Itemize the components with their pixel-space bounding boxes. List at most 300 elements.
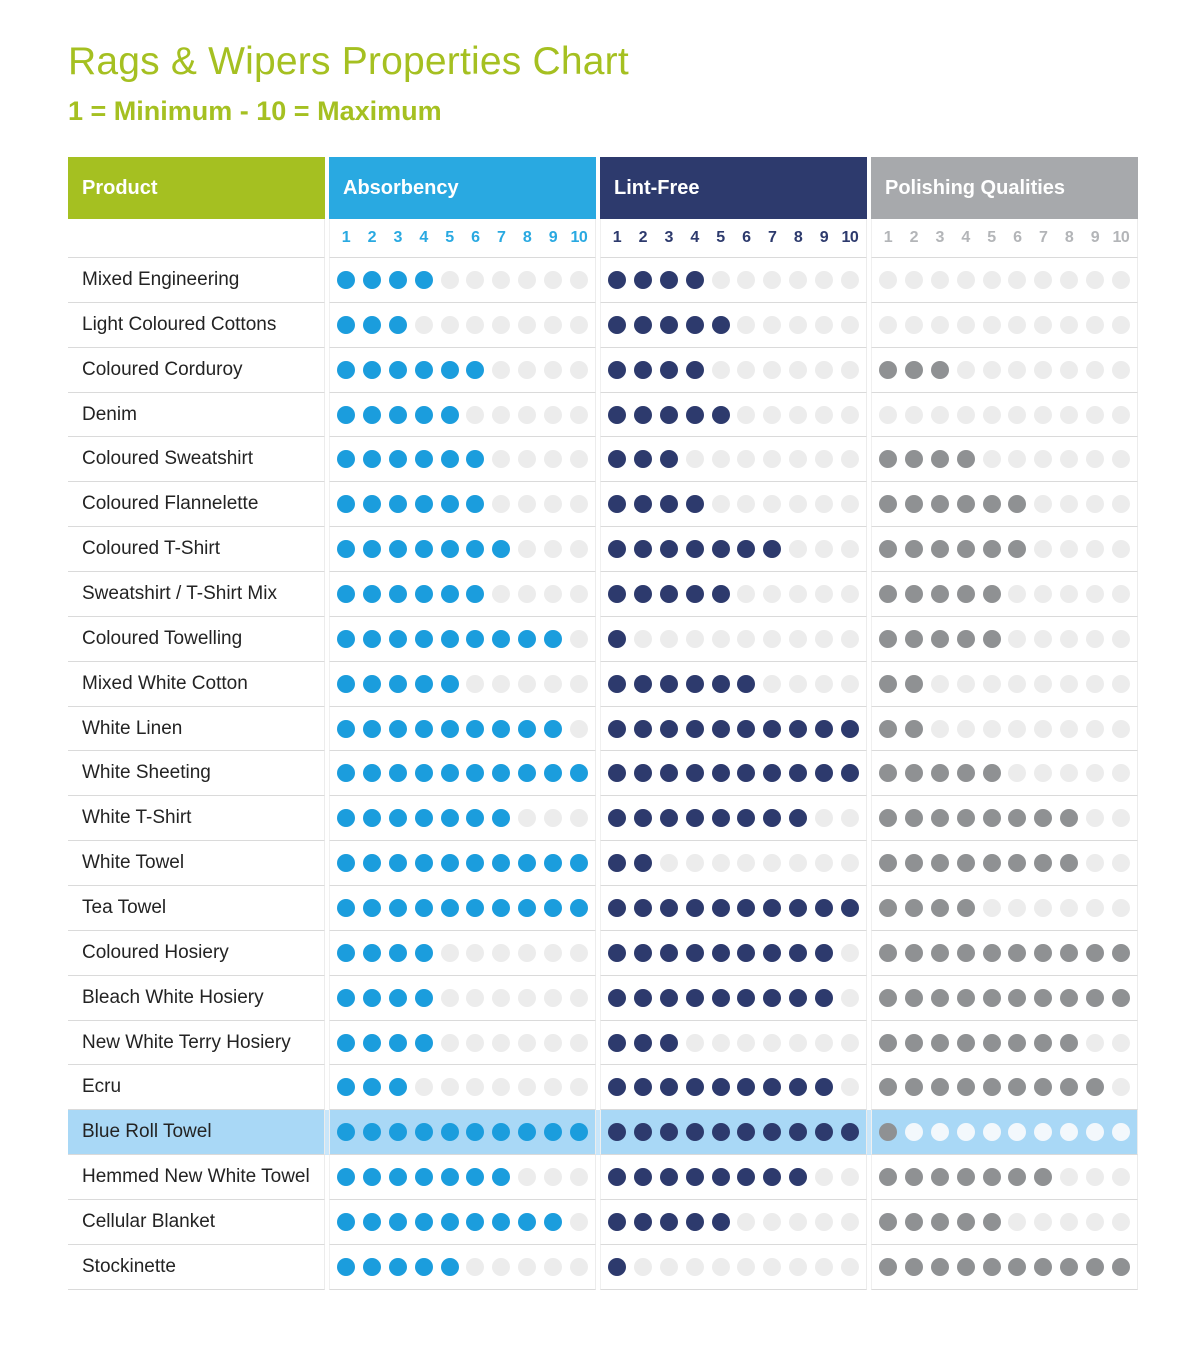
rating-dot-filled [789, 944, 807, 962]
absorbency-cell [329, 437, 596, 482]
product-name: Stockinette [68, 1245, 325, 1290]
lint-free-cell [600, 617, 867, 662]
rating-dot-empty [841, 675, 859, 693]
rating-dot-filled [363, 720, 381, 738]
rating-dot-empty [879, 406, 897, 424]
lint-free-cell [600, 1110, 867, 1155]
rating-dot-filled [763, 989, 781, 1007]
rating-dot-filled [737, 989, 755, 1007]
rating-dot-empty [518, 944, 536, 962]
table-row [68, 1021, 1138, 1066]
rating-dot-filled [337, 675, 355, 693]
rating-dot-empty [737, 271, 755, 289]
lint-free-cell [600, 1200, 867, 1245]
rating-dot-empty [957, 316, 975, 334]
rating-dot-filled [337, 809, 355, 827]
rating-dot-empty [570, 630, 588, 648]
rating-dot-filled [363, 450, 381, 468]
rating-dot-filled [879, 1213, 897, 1231]
rating-dot-empty [570, 540, 588, 558]
rating-dot-filled [712, 540, 730, 558]
rating-dot-empty [570, 585, 588, 603]
table-row [68, 572, 1138, 617]
table-row [68, 482, 1138, 527]
polishing-cell [871, 348, 1138, 393]
rating-dot-empty [1112, 854, 1130, 872]
rating-dot-filled [466, 361, 484, 379]
rating-dot-filled [466, 1168, 484, 1186]
rating-dot-filled [879, 944, 897, 962]
rating-dot-filled [983, 854, 1001, 872]
rating-dot-empty [789, 540, 807, 558]
rating-dot-empty [789, 630, 807, 648]
rating-dot-filled [389, 764, 407, 782]
rating-dot-filled [441, 809, 459, 827]
rating-dot-empty [1112, 271, 1130, 289]
scale-number: 6 [471, 229, 480, 246]
polishing-cell [871, 796, 1138, 841]
rating-dot-filled [737, 1168, 755, 1186]
rating-dot-filled [931, 450, 949, 468]
scale-number: 5 [445, 229, 454, 246]
rating-dot-filled [337, 630, 355, 648]
product-name: New White Terry Hosiery [68, 1021, 325, 1066]
rating-dot-filled [1008, 944, 1026, 962]
scale-number: 9 [819, 229, 829, 246]
rating-dot-filled [686, 1123, 704, 1141]
rating-dot-empty [763, 271, 781, 289]
rating-dot-empty [789, 495, 807, 513]
rating-dot-empty [789, 675, 807, 693]
rating-dot-filled [660, 989, 678, 1007]
table-row [68, 437, 1138, 482]
rating-dot-empty [815, 1168, 833, 1186]
rating-dot-empty [570, 406, 588, 424]
rating-dot-empty [518, 989, 536, 1007]
rating-dot-filled [686, 764, 704, 782]
rating-dot-empty [1034, 1213, 1052, 1231]
rating-dot-empty [1086, 1034, 1104, 1052]
rating-dot-empty [518, 316, 536, 334]
lint-free-cell [600, 707, 867, 752]
rating-dot-filled [363, 361, 381, 379]
rating-dot-filled [815, 720, 833, 738]
rating-dot-empty [660, 854, 678, 872]
rating-dot-empty [492, 271, 510, 289]
product-name: Coloured Hosiery [68, 931, 325, 976]
rating-dot-filled [763, 764, 781, 782]
rating-dot-empty [492, 361, 510, 379]
rating-dot-filled [441, 630, 459, 648]
rating-dot-empty [763, 675, 781, 693]
rating-dot-empty [815, 361, 833, 379]
rating-dot-filled [905, 361, 923, 379]
scale-number: 6 [742, 229, 751, 246]
rating-dot-empty [815, 450, 833, 468]
rating-dot-filled [686, 316, 704, 334]
rating-dot-empty [466, 1034, 484, 1052]
rating-dot-filled [608, 809, 626, 827]
polishing-cell [871, 841, 1138, 886]
product-name: Coloured Sweatshirt [68, 437, 325, 482]
rating-dot-filled [1086, 989, 1104, 1007]
rating-dot-filled [931, 361, 949, 379]
polishing-cell [871, 303, 1138, 348]
polishing-cell [871, 931, 1138, 976]
rating-dot-empty [466, 271, 484, 289]
rating-dot-empty [789, 406, 807, 424]
table-row [68, 303, 1138, 348]
rating-dot-empty [1008, 675, 1026, 693]
rating-dot-filled [337, 540, 355, 558]
rating-dot-empty [712, 1258, 730, 1276]
rating-dot-empty [492, 450, 510, 468]
rating-dot-empty [466, 1078, 484, 1096]
rating-dot-empty [570, 495, 588, 513]
rating-dot-empty [1008, 450, 1026, 468]
rating-dot-filled [957, 1213, 975, 1231]
rating-dot-filled [1008, 1078, 1026, 1096]
rating-dot-filled [983, 585, 1001, 603]
rating-dot-filled [686, 406, 704, 424]
rating-dot-filled [389, 1078, 407, 1096]
rating-dot-filled [492, 720, 510, 738]
scale-number: 7 [1039, 229, 1048, 246]
product-name: White Linen [68, 707, 325, 752]
table-body [68, 219, 1138, 1290]
product-name: Denim [68, 393, 325, 438]
absorbency-cell [329, 303, 596, 348]
rating-dot-empty [737, 630, 755, 648]
rating-dot-empty [841, 1213, 859, 1231]
rating-dot-filled [634, 406, 652, 424]
rating-dot-filled [712, 989, 730, 1007]
rating-dot-filled [608, 764, 626, 782]
rating-dot-filled [905, 899, 923, 917]
rating-dot-filled [815, 1123, 833, 1141]
rating-dot-empty [466, 944, 484, 962]
product-name: Light Coloured Cottons [68, 303, 325, 348]
rating-dot-empty [815, 540, 833, 558]
rating-dot-filled [415, 495, 433, 513]
rating-dot-empty [1008, 764, 1026, 782]
rating-dot-filled [983, 1078, 1001, 1096]
rating-dot-filled [660, 1213, 678, 1231]
absorbency-cell [329, 348, 596, 393]
table-row [68, 1245, 1138, 1290]
rating-dot-filled [905, 630, 923, 648]
rating-dot-filled [634, 720, 652, 738]
rating-dot-filled [363, 1034, 381, 1052]
rating-dot-filled [931, 630, 949, 648]
absorbency-cell [329, 482, 596, 527]
absorbency-cell [329, 1155, 596, 1200]
scale-number: 3 [664, 229, 673, 246]
absorbency-cell [329, 572, 596, 617]
rating-dot-empty [1060, 1168, 1078, 1186]
rating-dot-empty [1060, 450, 1078, 468]
rating-dot-empty [841, 944, 859, 962]
polishing-cell [871, 1200, 1138, 1245]
rating-dot-filled [363, 854, 381, 872]
rating-dot-filled [712, 406, 730, 424]
rating-dot-empty [763, 1034, 781, 1052]
rating-dot-empty [763, 1258, 781, 1276]
rating-dot-filled [686, 1078, 704, 1096]
rating-dot-filled [492, 1123, 510, 1141]
rating-dot-filled [441, 764, 459, 782]
rating-dot-empty [841, 809, 859, 827]
rating-dot-filled [608, 720, 626, 738]
rating-dot-empty [492, 1078, 510, 1096]
rating-dot-empty [1086, 361, 1104, 379]
lint-free-cell [600, 1021, 867, 1066]
rating-dot-filled [931, 1034, 949, 1052]
rating-dot-empty [1034, 899, 1052, 917]
rating-dot-empty [789, 450, 807, 468]
rating-dot-filled [337, 854, 355, 872]
rating-dot-filled [337, 944, 355, 962]
rating-dot-empty [815, 675, 833, 693]
rating-dot-empty [905, 271, 923, 289]
rating-dot-empty [1112, 316, 1130, 334]
rating-dot-empty [492, 495, 510, 513]
rating-dot-empty [905, 316, 923, 334]
rating-dot-filled [389, 540, 407, 558]
rating-dot-filled [441, 720, 459, 738]
rating-dot-filled [737, 1123, 755, 1141]
rating-dot-empty [1112, 899, 1130, 917]
rating-dot-filled [905, 1078, 923, 1096]
rating-dot-filled [957, 585, 975, 603]
rating-dot-filled [389, 854, 407, 872]
rating-dot-filled [492, 809, 510, 827]
product-name: Bleach White Hosiery [68, 976, 325, 1021]
rating-dot-empty [441, 989, 459, 1007]
rating-dot-filled [879, 1034, 897, 1052]
rating-dot-empty [634, 1258, 652, 1276]
rating-dot-filled [737, 675, 755, 693]
scale-numbers [329, 219, 596, 258]
rating-dot-empty [1086, 809, 1104, 827]
rating-dot-empty [492, 1034, 510, 1052]
rating-dot-empty [492, 406, 510, 424]
rating-dot-empty [544, 944, 562, 962]
rating-dot-filled [415, 630, 433, 648]
rating-dot-filled [660, 1034, 678, 1052]
rating-dot-filled [415, 585, 433, 603]
rating-dot-filled [686, 271, 704, 289]
rating-dot-filled [544, 854, 562, 872]
rating-dot-filled [1086, 944, 1104, 962]
rating-dot-filled [957, 1034, 975, 1052]
rating-dot-filled [608, 989, 626, 1007]
rating-dot-filled [363, 406, 381, 424]
rating-dot-filled [337, 495, 355, 513]
rating-dot-filled [931, 495, 949, 513]
rating-dot-empty [1034, 540, 1052, 558]
rating-dot-empty [841, 1034, 859, 1052]
scale-number: 8 [1064, 229, 1074, 246]
polishing-cell [871, 886, 1138, 931]
rating-dot-filled [363, 899, 381, 917]
rating-dot-filled [389, 809, 407, 827]
rating-dot-empty [1112, 361, 1130, 379]
rating-dot-empty [544, 316, 562, 334]
rating-dot-empty [1060, 1123, 1078, 1141]
rating-dot-empty [763, 316, 781, 334]
rating-dot-filled [466, 854, 484, 872]
rating-dot-empty [1060, 720, 1078, 738]
absorbency-cell [329, 707, 596, 752]
polishing-cell [871, 976, 1138, 1021]
rating-dot-empty [957, 675, 975, 693]
rating-dot-filled [415, 1034, 433, 1052]
rating-dot-filled [957, 1258, 975, 1276]
rating-dot-empty [634, 630, 652, 648]
rating-dot-filled [905, 1258, 923, 1276]
rating-dot-filled [1008, 540, 1026, 558]
rating-dot-filled [1008, 854, 1026, 872]
rating-dot-filled [389, 1034, 407, 1052]
rating-dot-filled [518, 764, 536, 782]
rating-dot-filled [686, 675, 704, 693]
scale-number: 1 [612, 229, 622, 246]
rating-dot-empty [712, 450, 730, 468]
rating-dot-empty [841, 854, 859, 872]
scale-number: 9 [1090, 229, 1100, 246]
rating-dot-filled [789, 764, 807, 782]
rating-dot-empty [1086, 540, 1104, 558]
rating-dot-empty [1086, 899, 1104, 917]
rating-dot-filled [389, 675, 407, 693]
rating-dot-empty [518, 271, 536, 289]
rating-dot-filled [1034, 944, 1052, 962]
scale-number: 4 [419, 229, 428, 246]
rating-dot-filled [544, 1213, 562, 1231]
rating-dot-filled [660, 316, 678, 334]
rating-dot-empty [544, 540, 562, 558]
rating-dot-filled [879, 1123, 897, 1141]
rating-dot-empty [763, 361, 781, 379]
scale-number: 10 [570, 229, 588, 246]
rating-dot-filled [1034, 1258, 1052, 1276]
rating-dot-filled [337, 764, 355, 782]
rating-dot-filled [905, 585, 923, 603]
rating-dot-empty [841, 361, 859, 379]
rating-dot-filled [983, 495, 1001, 513]
rating-dot-empty [518, 1078, 536, 1096]
lint-free-cell [600, 976, 867, 1021]
rating-dot-empty [763, 495, 781, 513]
rating-dot-filled [763, 944, 781, 962]
rating-dot-empty [763, 1213, 781, 1231]
rating-dot-filled [879, 495, 897, 513]
rating-dot-filled [415, 450, 433, 468]
scale-number: 10 [1112, 229, 1130, 246]
rating-dot-filled [634, 271, 652, 289]
rating-dot-empty [1112, 540, 1130, 558]
rating-dot-filled [660, 585, 678, 603]
table-row [68, 527, 1138, 572]
rating-dot-empty [1086, 316, 1104, 334]
rating-dot-filled [1034, 1034, 1052, 1052]
scale-number: 4 [961, 229, 970, 246]
rating-dot-filled [389, 1258, 407, 1276]
rating-dot-filled [634, 585, 652, 603]
polishing-cell [871, 1110, 1138, 1155]
table-row [68, 258, 1138, 303]
rating-dot-empty [570, 675, 588, 693]
rating-dot-filled [608, 1168, 626, 1186]
rating-dot-empty [1086, 675, 1104, 693]
rating-dot-filled [634, 809, 652, 827]
absorbency-cell [329, 751, 596, 796]
table-row [68, 796, 1138, 841]
rating-dot-filled [879, 809, 897, 827]
rating-dot-empty [931, 675, 949, 693]
rating-dot-filled [337, 989, 355, 1007]
rating-dot-filled [879, 764, 897, 782]
rating-dot-empty [1008, 1123, 1026, 1141]
rating-dot-filled [905, 1168, 923, 1186]
column-header-lint-free: Lint-Free [600, 157, 867, 219]
rating-dot-empty [1060, 899, 1078, 917]
rating-dot-filled [608, 1258, 626, 1276]
rating-dot-empty [841, 1078, 859, 1096]
rating-dot-filled [1112, 1258, 1130, 1276]
rating-dot-filled [570, 1123, 588, 1141]
rating-dot-empty [1086, 720, 1104, 738]
rating-dot-filled [1008, 495, 1026, 513]
rating-dot-filled [737, 540, 755, 558]
rating-dot-filled [466, 1213, 484, 1231]
rating-dot-filled [905, 989, 923, 1007]
rating-dot-filled [608, 675, 626, 693]
rating-dot-filled [415, 764, 433, 782]
polishing-cell [871, 527, 1138, 572]
rating-dot-empty [1112, 675, 1130, 693]
rating-dot-empty [544, 809, 562, 827]
rating-dot-empty [815, 1213, 833, 1231]
rating-dot-empty [815, 1258, 833, 1276]
rating-dot-empty [1112, 1034, 1130, 1052]
rating-dot-empty [841, 540, 859, 558]
rating-dot-filled [660, 540, 678, 558]
rating-dot-filled [686, 720, 704, 738]
scale-number: 8 [793, 229, 803, 246]
rating-dot-empty [763, 630, 781, 648]
absorbency-cell [329, 1200, 596, 1245]
rating-dot-filled [1060, 854, 1078, 872]
table-row [68, 976, 1138, 1021]
rating-dot-filled [815, 989, 833, 1007]
rating-dot-empty [518, 675, 536, 693]
rating-dot-filled [660, 450, 678, 468]
rating-dot-filled [1008, 1034, 1026, 1052]
rating-dot-filled [415, 540, 433, 558]
product-name: White Towel [68, 841, 325, 886]
rating-dot-empty [1086, 495, 1104, 513]
rating-dot-empty [931, 1123, 949, 1141]
rating-dot-empty [1034, 271, 1052, 289]
rating-dot-filled [634, 989, 652, 1007]
rating-dot-empty [415, 1078, 433, 1096]
product-name: Cellular Blanket [68, 1200, 325, 1245]
rating-dot-filled [879, 675, 897, 693]
scale-number: 6 [1013, 229, 1022, 246]
rating-dot-empty [983, 450, 1001, 468]
